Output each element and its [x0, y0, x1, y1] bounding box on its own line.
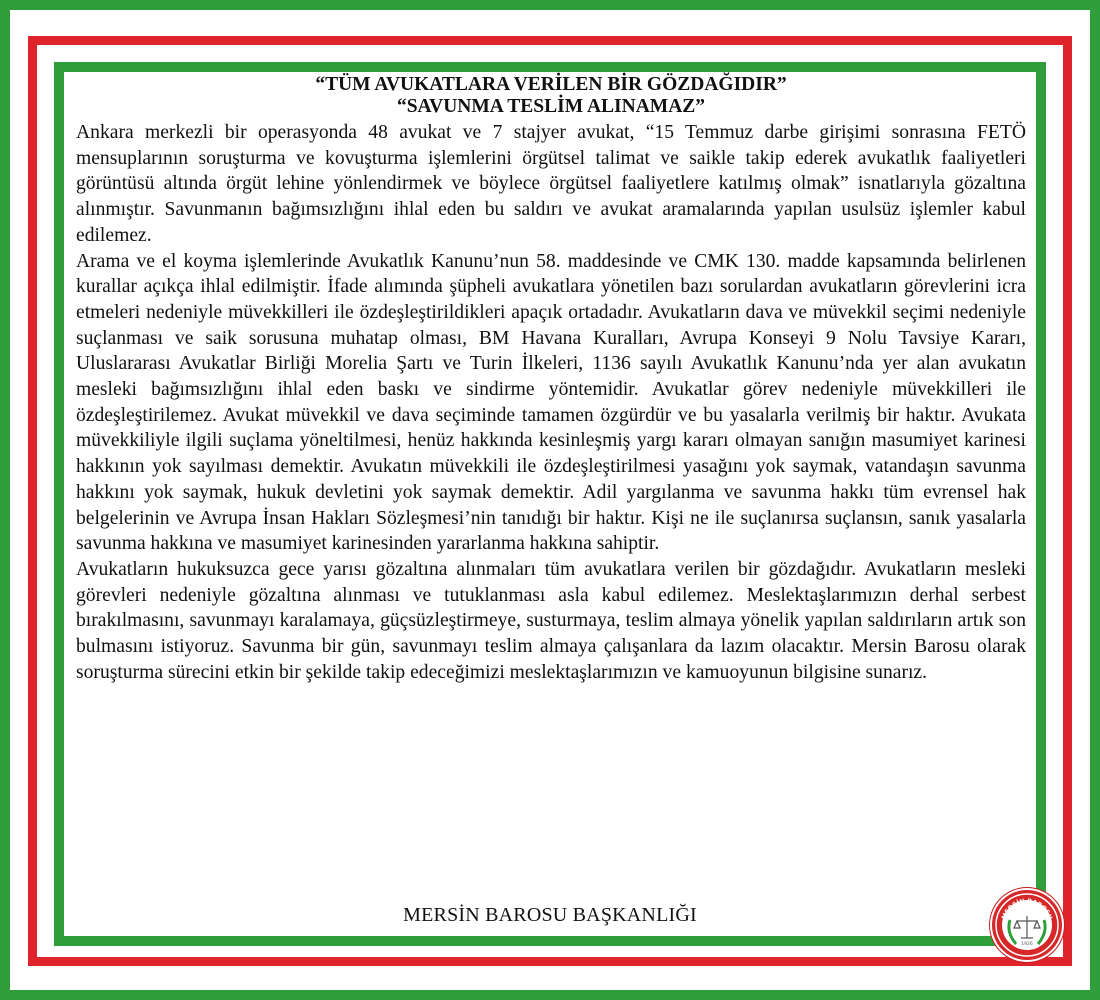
- title-line-2: “SAVUNMA TESLİM ALINAMAZ”: [396, 96, 706, 117]
- paragraph-3: Avukatların hukuksuzca gece yarısı gözaltına alınmaları tüm avukatlara verilen bir gözdağıdır. Avukatların mesleki görevleri nedeniyle gözaltına alınması ve tutuklanması asla kabul edilemez. Meslektaşlarımızın derhal serbest bırakılmasını, savunmayı karalamaya, güçsüzleştirmeye, susturmaya, teslim almaya yönelik yapılan saldırıların artık son bulmasını istiyoruz. Savunma bir gün, savunmayı teslim almaya çalışanlara da lazım olacaktır. Mersin Barosu olarak soruşturma sürecini etkin bir şekilde takip edeceğimizi meslektaşlarımızın ve kamuoyunun bilgisine sunarız.: [76, 558, 1026, 683]
- seal-emblem: [992, 890, 1062, 960]
- signature: MERSİN BAROSU BAŞKANLIĞI: [403, 904, 697, 926]
- document-body: [76, 120, 1026, 685]
- title-line-1: “TÜM AVUKATLARA VERİLEN BİR GÖZDAĞIDIR”: [315, 74, 787, 95]
- paragraph-2: Arama ve el koyma işlemlerinde Avukatlık Kanunu’nun 58. maddesinde ve CMK 130. madde kapsamında belirlenen kurallar açıkça ihlal edilmiştir. İfade alımında şüpheli avukatlara yönetilen bazı sorulardan avukatların görevlerini icra etmeleri nedeniyle müvekkilleri ile özdeşleştirildikleri apaçık ortadadır. Avukatların dava ve müvekkil seçimi nedeniyle suçlanması ve saik sorusuna muhatap olması, BM Havana Kuralları, Avrupa Konseyi 9 Nolu Tavsiye Kararı, Uluslararası Avukatlar Birliği Morelia Şartı ve Turin İlkeleri, 1136 sayılı Avukatlık Kanunu’nda yer alan avukatın mesleki bağımsızlığını ihlal eden baskı ve sindirme yöntemidir. Avukatlar görev nedeniyle müvekkilleri ile özdeşleştirilemez. Avukat müvekkil ve dava seçiminde tamamen özgürdür ve bu yasalarla verilmiş bir haktır. Avukata müvekkiliyle ilgili suçlama yöneltilmesi, henüz hakkında kesinleşmiş yargı kararı olmayan sanığın masumiyet karinesi hakkının yok sayılması demektir. Avukatın müvekkili ile özdeşleştirilmesi yasağını yok saymak, vatandaşın savunma hakkını yok saymak, hukuk devletini yok saymak demektir. Adil yargılanma ve savunma hakkı tüm evrensel hak belgelerinin ve Avrupa İnsan Hakları Sözleşmesi’nin tanıdığı bir haktır. Kişi ne ile suçlanırsa suçlansın, sanık yasalarla savunma hakkına ve masumiyet karinesinden yararlanma hakkına sahiptir.: [76, 250, 1026, 555]
- seal-text: MERSİN BAROSU: [1000, 897, 1054, 921]
- paragraph-1: Ankara merkezli bir operasyonda 48 avukat ve 7 stajyer avukat, “15 Temmuz darbe girişimi sonrasına FETÖ mensuplarının soruşturma ve kovuşturma işlemlerini örgütsel talimat ve saikle takip ederek avukatlık faaliyetleri görüntüsü altında örgüt lehine yönlendirmek ve böylece örgütsel faaliyetlere katılmış olmak” isnatlarıyla gözaltına alınmıştır. Savunmanın bağımsızlığını ihlal eden bu saldırı ve avukat aramalarında yapılan usulsüz işlemler kabul edilemez.: [76, 122, 1026, 246]
- bar-association-seal: [992, 890, 1062, 960]
- document-content: [76, 74, 1026, 685]
- seal-year: 1926: [1021, 942, 1033, 947]
